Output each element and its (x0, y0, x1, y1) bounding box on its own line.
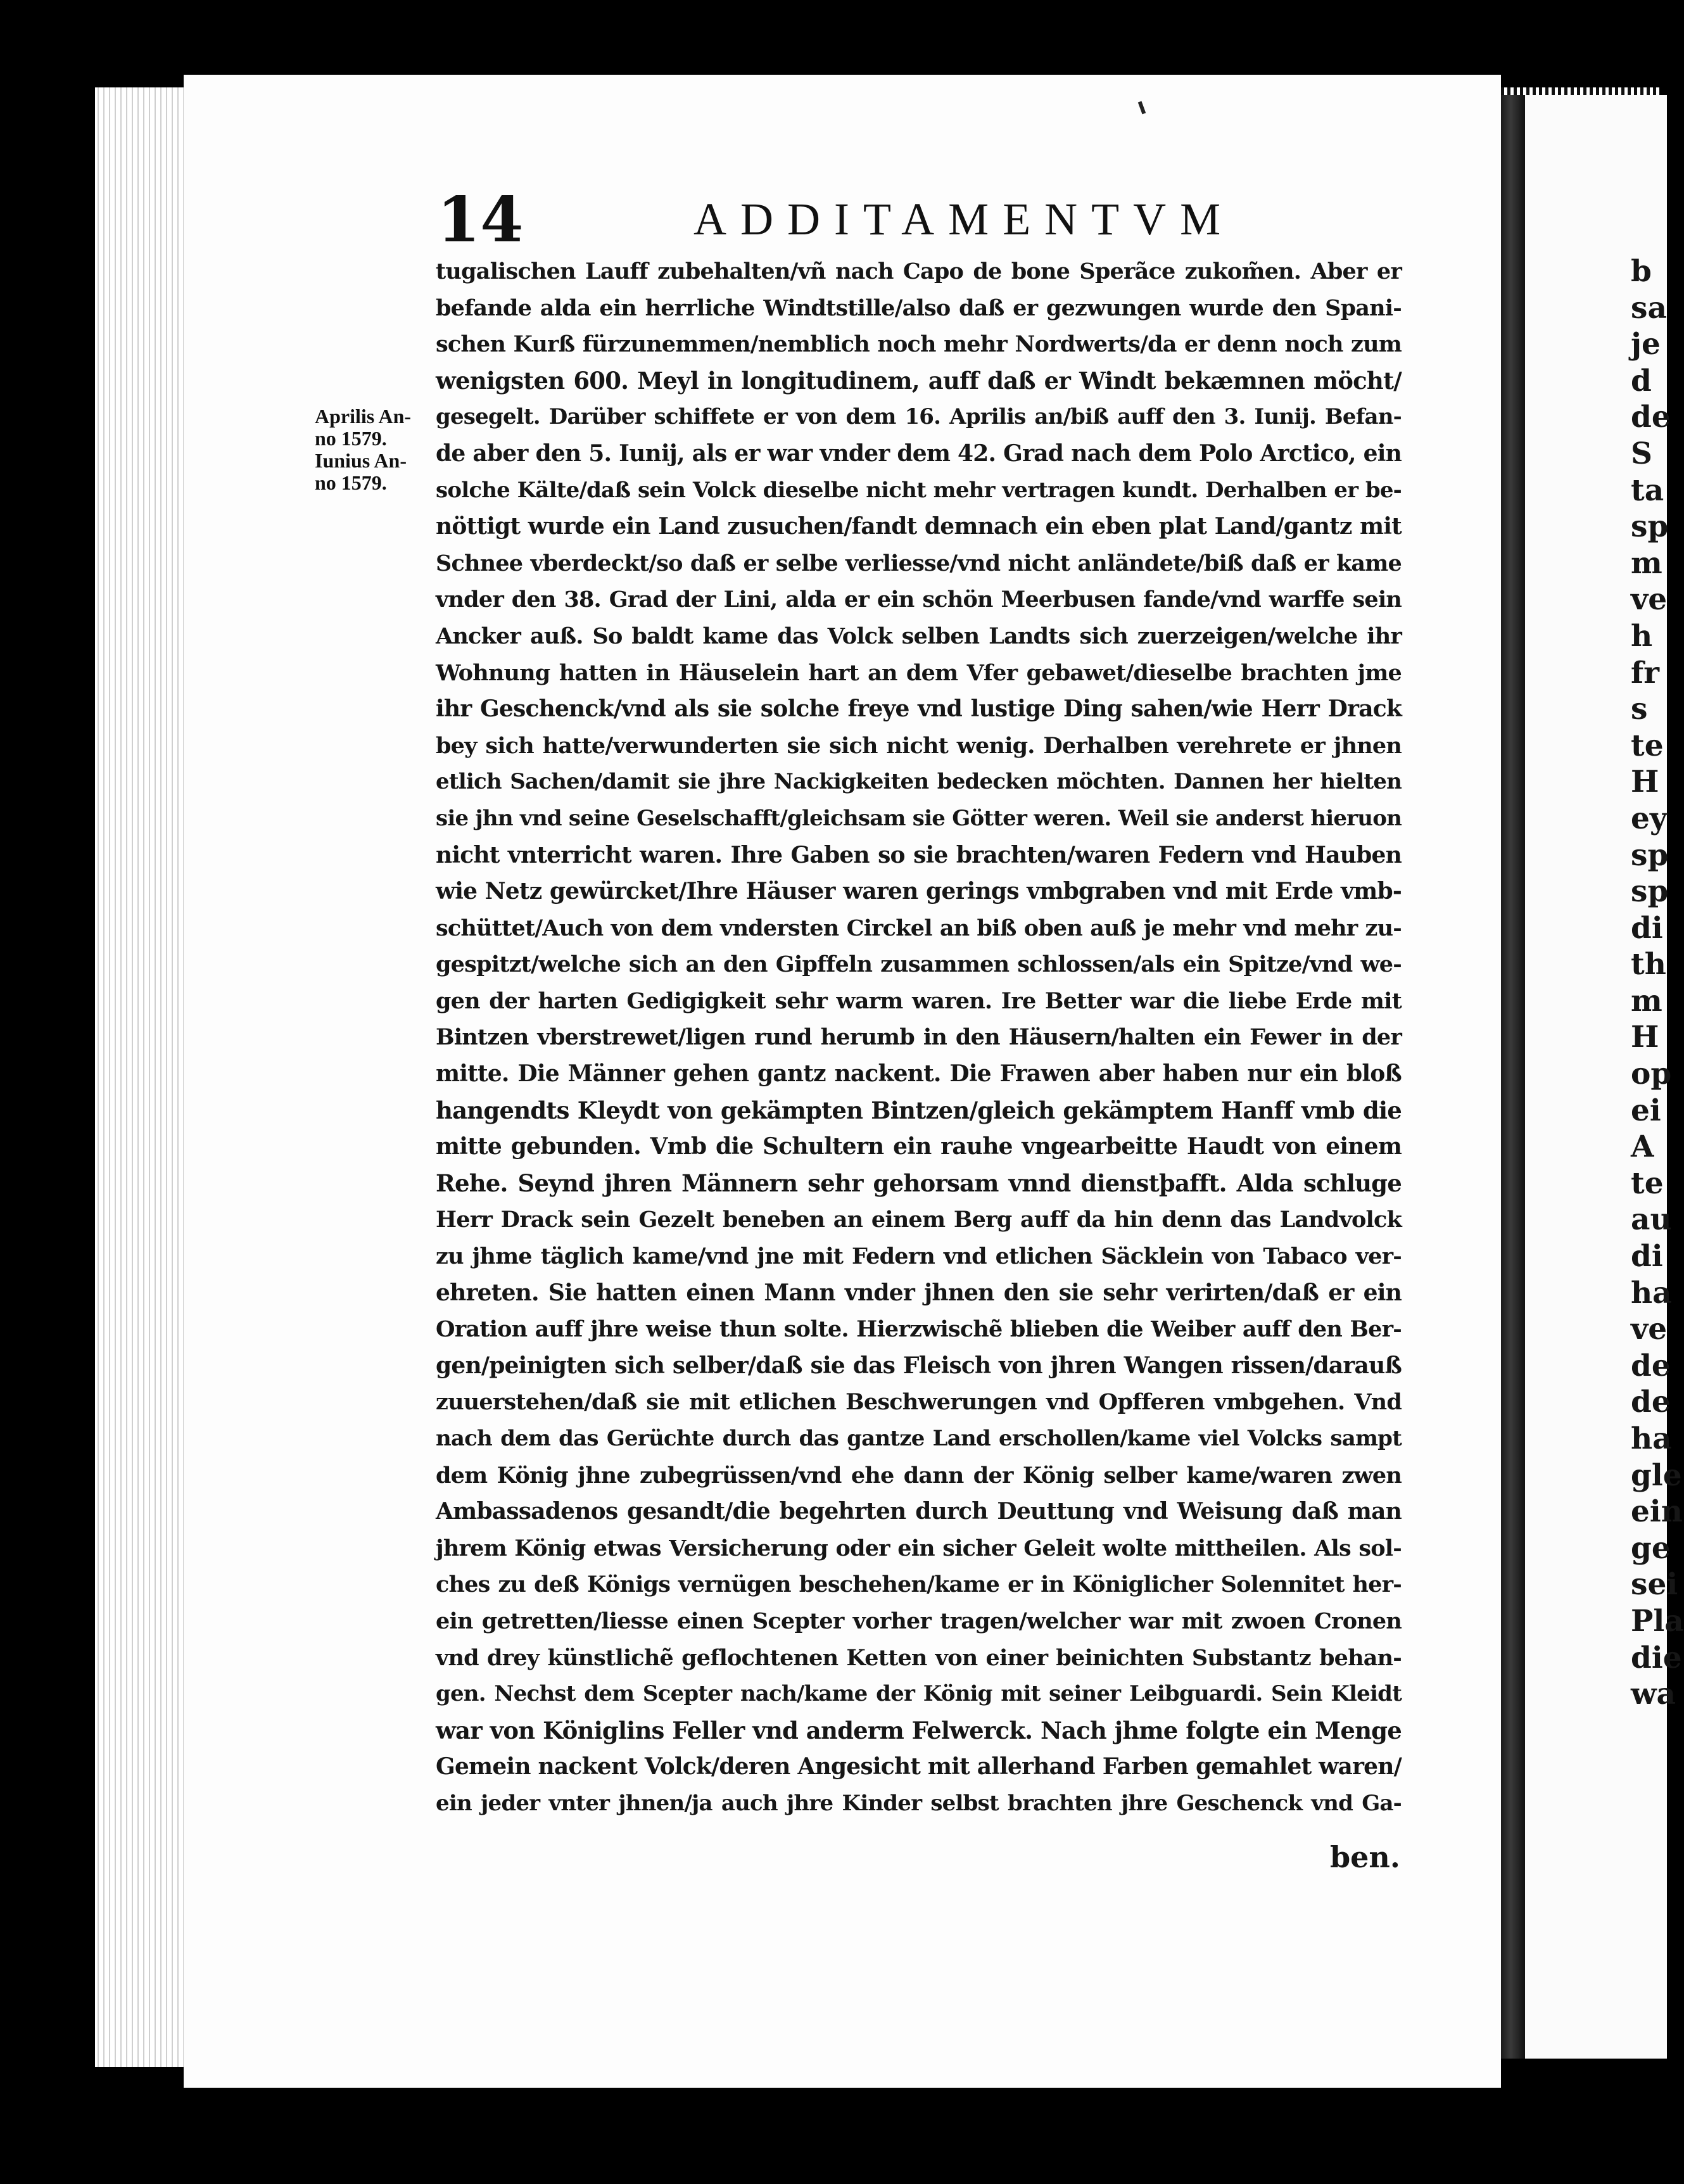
text-line: nicht vnterricht waren. Ihre Gaben so sie brachten/waren Federn vnd Hauben (436, 841, 1402, 868)
text-line: wie Netz gewürcket/Ihre Häuser waren gerings vmbgraben vnd mit Erde vmb- (436, 878, 1402, 905)
facing-page-line: wa (1631, 1677, 1676, 1712)
facing-page-line: fr (1631, 655, 1659, 690)
facing-page-line: ein (1631, 1494, 1683, 1530)
text-line: etlich Sachen/damit sie jhre Nackigkeiten bedecken möchten. Dannen her hielten (436, 769, 1402, 795)
text-line: gen. Nechst dem Scepter nach/kame der König mit seiner Leibguardi. Sein Kleidt (436, 1681, 1402, 1707)
text-line: zu jhme täglich kame/vnd jne mit Federn vnd etlichen Säcklein von Tabaco ver- (436, 1243, 1402, 1270)
text-line: tugalischen Lauff zubehalten/vñ nach Capo de bone Sperãce zukom̃en. Aber er (436, 258, 1402, 284)
text-line: Herr Drack sein Gezelt beneben an einem Berg auff da hin denn das Landvolck (436, 1207, 1402, 1233)
text-line: mitte gebunden. Vmb die Schultern ein rauhe vngearbeitte Haudt von einem (436, 1133, 1402, 1160)
text-line: war von Königlins Feller vnd anderm Felwerck. Nach jhme folgte ein Menge (436, 1716, 1402, 1744)
marginal-note: Aprilis An- (315, 405, 412, 428)
text-line: Wohnung hatten in Häuselein hart an dem Vfer gebawet/dieselbe brachten jme (436, 659, 1402, 686)
text-line: Ambassadenos gesandt/die begehrten durch Deuttung vnd Weisung daß man (436, 1498, 1402, 1525)
facing-page-line: de (1631, 400, 1671, 435)
page-number: 14 (437, 184, 524, 257)
text-line: Bintzen vberstrewet/ligen rund herumb in den Häusern/halten ein Fewer in der (436, 1024, 1402, 1051)
facing-page-line: sei (1631, 1567, 1678, 1603)
facing-page-line: m (1631, 983, 1662, 1019)
facing-page-line: di (1631, 1239, 1663, 1274)
text-line: ein getretten/liesse einen Scepter vorher tragen/welcher war mit zwoen Cronen (436, 1608, 1402, 1634)
text-line: vnder den 38. Grad der Lini, alda er ein schön Meerbusen fande/vnd warffe sein (436, 587, 1402, 613)
text-line: ches zu deß Königs vernügen beschehen/kame er in Königlicher Solennitet her- (436, 1571, 1402, 1598)
text-line: nach dem das Gerüchte durch das gantze Land erschollen/kame viel Volcks sampt (436, 1426, 1402, 1451)
text-line: hangendts Kleydt von gekämpten Bintzen/gleich gekämptem Hanff vmb die (436, 1096, 1402, 1124)
text-line: wenigsten 600. Meyl in longitudinem, auff daß er Windt bekæmnen möcht/ (436, 366, 1402, 395)
running-head: ADDITAMENTVM (693, 194, 1235, 244)
marginal-note: Iunius An- (315, 449, 407, 472)
facing-page-line: S (1631, 436, 1652, 471)
facing-page-line: sp (1631, 874, 1669, 910)
facing-page-line: de (1631, 1385, 1671, 1420)
text-line: Rehe. Seynd jhren Männern sehr gehorsam vnnd dienstþafft. Alda schluge (436, 1169, 1402, 1197)
text-line: ein jeder vnter jhnen/ja auch jhre Kinder selbst brachten jhre Geschenck vnd Ga- (436, 1790, 1402, 1816)
text-line: vnd drey künstlichẽ geflochtenen Ketten von einer beinichten Substantz behan- (436, 1644, 1402, 1671)
facing-page-line: die (1631, 1640, 1682, 1675)
facing-page-line: ta (1631, 473, 1664, 508)
text-line: Ancker auß. So baldt kame das Volck selben Landts sich zuerzeigen/welche ihr (436, 623, 1402, 649)
facing-page-line: d (1631, 363, 1652, 398)
text-line: gen der harten Gedigigkeit sehr warm waren. Ire Better war die liebe Erde mit (436, 987, 1402, 1014)
facing-page-line: gle (1631, 1457, 1682, 1493)
text-line: gesegelt. Darüber schiffete er von dem 16. Aprilis an/biß auff den 3. Iunij. Befan- (436, 404, 1402, 430)
text-line: dem König jhne zubegrüssen/vnd ehe dann der König selber kame/waren zwen (436, 1462, 1402, 1489)
text-line: gen/peinigten sich selber/daß sie das Fleisch von jhren Wangen rissen/darauß (436, 1352, 1402, 1379)
facing-page-line: ve (1631, 582, 1668, 618)
facing-page-line: ge (1631, 1530, 1671, 1566)
page-edges (95, 87, 190, 2067)
catchword: ben. (1330, 1840, 1400, 1874)
text-line: jhrem König etwas Versicherung oder ein sicher Geleit wolte mittheilen. Als sol- (436, 1535, 1402, 1561)
text-line: gespitzt/welche sich an den Gipffeln zusammen schlossen/als ein Spitze/vnd we- (436, 951, 1402, 978)
marginal-notes (315, 405, 411, 494)
text-line: mitte. Die Männer gehen gantz nackent. Die Frawen aber haben nur ein bloß (436, 1060, 1402, 1088)
text-line: schüttet/Auch von dem vndersten Circkel an biß oben auß je mehr vnd mehr zu- (436, 915, 1402, 941)
facing-page-line: te (1631, 1165, 1664, 1201)
facing-page-line: op (1631, 1057, 1672, 1092)
facing-page-line: sp (1631, 837, 1669, 873)
text-line: nöttigt wurde ein Land zusuchen/fandt demnach ein eben plat Land/gantz mit (436, 513, 1402, 540)
facing-page-line: ha (1631, 1275, 1672, 1311)
text-line: zuuerstehen/daß sie mit etlichen Beschwerungen vnd Opfferen vmbgehen. Vnd (436, 1389, 1402, 1416)
text-line: bey sich hatte/verwunderten sie sich nicht wenig. Derhalben verehrete er jhnen (436, 732, 1402, 759)
facing-page-line: ha (1631, 1421, 1672, 1456)
facing-page-line: ve (1631, 1312, 1668, 1347)
book-gutter (1501, 95, 1525, 2059)
text-line: schen Kurß fürzunemmen/nemblich noch mehr Nordwerts/da er denn noch zum (436, 331, 1402, 358)
facing-page-line: sp (1631, 509, 1669, 545)
text-line: Oration auff jhre weise thun solte. Hierzwischẽ blieben die Weiber auff den Ber- (436, 1316, 1402, 1343)
text-line: befande alda ein herrliche Windtstille/also daß er gezwungen wurde den Spani- (436, 295, 1402, 321)
facing-page-line: s (1631, 692, 1648, 727)
facing-page-text (1631, 253, 1684, 1713)
text-line: Schnee vberdeckt/so daß er selbe verliesse/vnd nicht anländete/biß daß er kame (436, 550, 1402, 576)
facing-page-line: di (1631, 910, 1663, 946)
facing-page-line: b (1631, 254, 1652, 289)
facing-page-line: th (1631, 947, 1666, 982)
facing-page-line: H (1631, 1020, 1659, 1055)
facing-page-line: ey (1631, 801, 1668, 836)
text-line: solche Kälte/daß sein Volck dieselbe nicht mehr vertragen kundt. Derhalben er be- (436, 477, 1402, 503)
text-line: Gemein nackent Volck/deren Angesicht mit allerhand Farben gemahlet waren/ (436, 1753, 1402, 1781)
facing-page-line: te (1631, 728, 1664, 763)
facing-page-line: A (1631, 1129, 1654, 1165)
text-line: ehreten. Sie hatten einen Mann vnder jhnen den sie sehr verirten/daß er ein (436, 1279, 1402, 1306)
facing-page-line: sa (1631, 290, 1667, 326)
text-line: de aber den 5. Iunij, als er war vnder dem 42. Grad nach dem Polo Arctico, ein (436, 440, 1402, 467)
body-text (436, 253, 1402, 1822)
facing-page-line: au (1631, 1202, 1672, 1238)
facing-page-line: m (1631, 545, 1662, 581)
facing-page-line: h (1631, 618, 1653, 654)
facing-page-line: Pla (1631, 1603, 1684, 1639)
facing-page-line: ei (1631, 1093, 1661, 1128)
text-line: ihr Geschenck/vnd als sie solche freye vnd lustige Ding sahen/wie Herr Drack (436, 695, 1402, 723)
facing-page-line: je (1631, 327, 1661, 362)
marginal-note: no 1579. (315, 471, 387, 494)
facing-page-line: de (1631, 1348, 1671, 1383)
text-line: sie jhn vnd seine Geselschafft/gleichsam sie Götter weren. Weil sie anderst hieruon (436, 805, 1402, 831)
marginal-note: no 1579. (315, 427, 387, 450)
facing-page-line: H (1631, 765, 1659, 800)
